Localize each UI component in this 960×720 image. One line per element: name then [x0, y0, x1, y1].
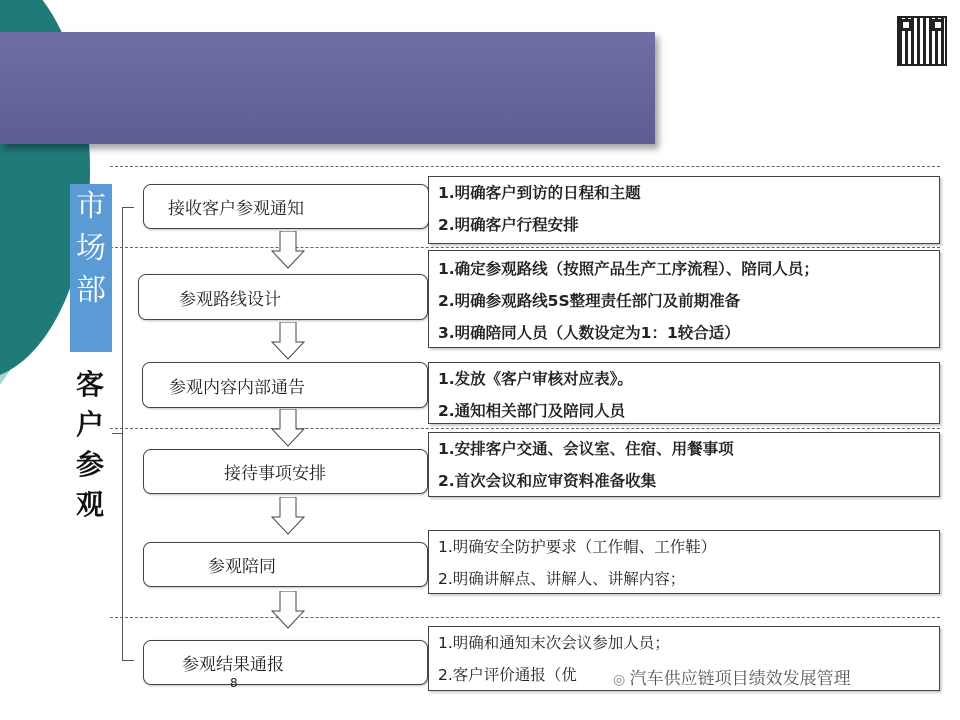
dashed-divider	[110, 617, 940, 618]
note-line: 2.明确参观路线5S整理责任部门及前期准备	[438, 292, 741, 310]
note-line: 2.通知相关部门及陪同人员	[438, 402, 626, 420]
step-box	[143, 640, 428, 685]
notes-box	[428, 362, 940, 424]
title-banner	[0, 32, 655, 144]
watermark-text: 汽车供应链项目绩效发展管理	[629, 669, 851, 689]
down-arrow-icon	[271, 497, 305, 535]
note-line: 3.明确陪同人员（人数设定为1：1较合适）	[438, 324, 740, 342]
brace-tick	[122, 660, 134, 661]
note-line: 1.明确安全防护要求（工作帽、工作鞋）	[438, 538, 717, 556]
brace-tick	[112, 433, 122, 434]
down-arrow-icon	[271, 591, 305, 629]
dashed-divider	[110, 247, 940, 248]
step-box	[143, 542, 428, 587]
step-label: 参观陪同	[208, 557, 276, 577]
note-line: 2.首次会议和应审资料准备收集	[438, 472, 657, 490]
step-label: 参观路线设计	[179, 289, 281, 310]
brace-tick	[122, 207, 134, 208]
step-box	[138, 274, 428, 320]
notes-box	[428, 432, 940, 497]
down-arrow-icon	[271, 231, 305, 269]
down-arrow-icon	[271, 322, 305, 360]
step-box	[143, 184, 429, 229]
dashed-divider	[110, 166, 940, 167]
side-title-char: 客	[75, 368, 104, 401]
note-line: 1.明确客户到访的日程和主题	[438, 184, 641, 202]
notes-box	[428, 530, 940, 594]
dashed-divider	[110, 428, 940, 429]
notes-box	[428, 176, 940, 244]
note-line: 2.明确客户行程安排	[438, 216, 579, 234]
down-arrow-icon	[271, 409, 305, 447]
side-title-char: 观	[75, 488, 104, 521]
step-label: 参观结果通报	[182, 655, 284, 675]
qr-code-icon	[897, 16, 947, 66]
step-label: 接待事项安排	[224, 464, 326, 484]
side-title-char: 参	[75, 448, 104, 481]
department-label: 市场部	[70, 184, 112, 352]
note-line: 1.发放《客户审核对应表》。	[438, 370, 633, 388]
step-label: 接收客户参观通知	[168, 199, 304, 219]
note-line: 1.明确和通知末次会议参加人员；	[438, 634, 670, 652]
step-label: 参观内容内部通告	[169, 377, 305, 398]
page-number: 8	[230, 676, 238, 690]
brace-line	[122, 207, 123, 660]
note-line: 2.客户评价通报（优	[438, 666, 577, 684]
step-box	[142, 362, 428, 408]
side-title	[68, 365, 112, 525]
step-box	[143, 449, 428, 494]
note-line: 2.明确讲解点、讲解人、讲解内容；	[438, 570, 686, 588]
note-line: 1.确定参观路线（按照产品生产工序流程）、陪同人员；	[438, 260, 819, 278]
notes-box	[428, 250, 940, 348]
note-line: 1.安排客户交通、会议室、住宿、用餐事项	[438, 440, 734, 458]
wechat-icon: ◎	[613, 672, 630, 688]
watermark	[613, 664, 851, 689]
side-title-char: 户	[75, 408, 104, 441]
